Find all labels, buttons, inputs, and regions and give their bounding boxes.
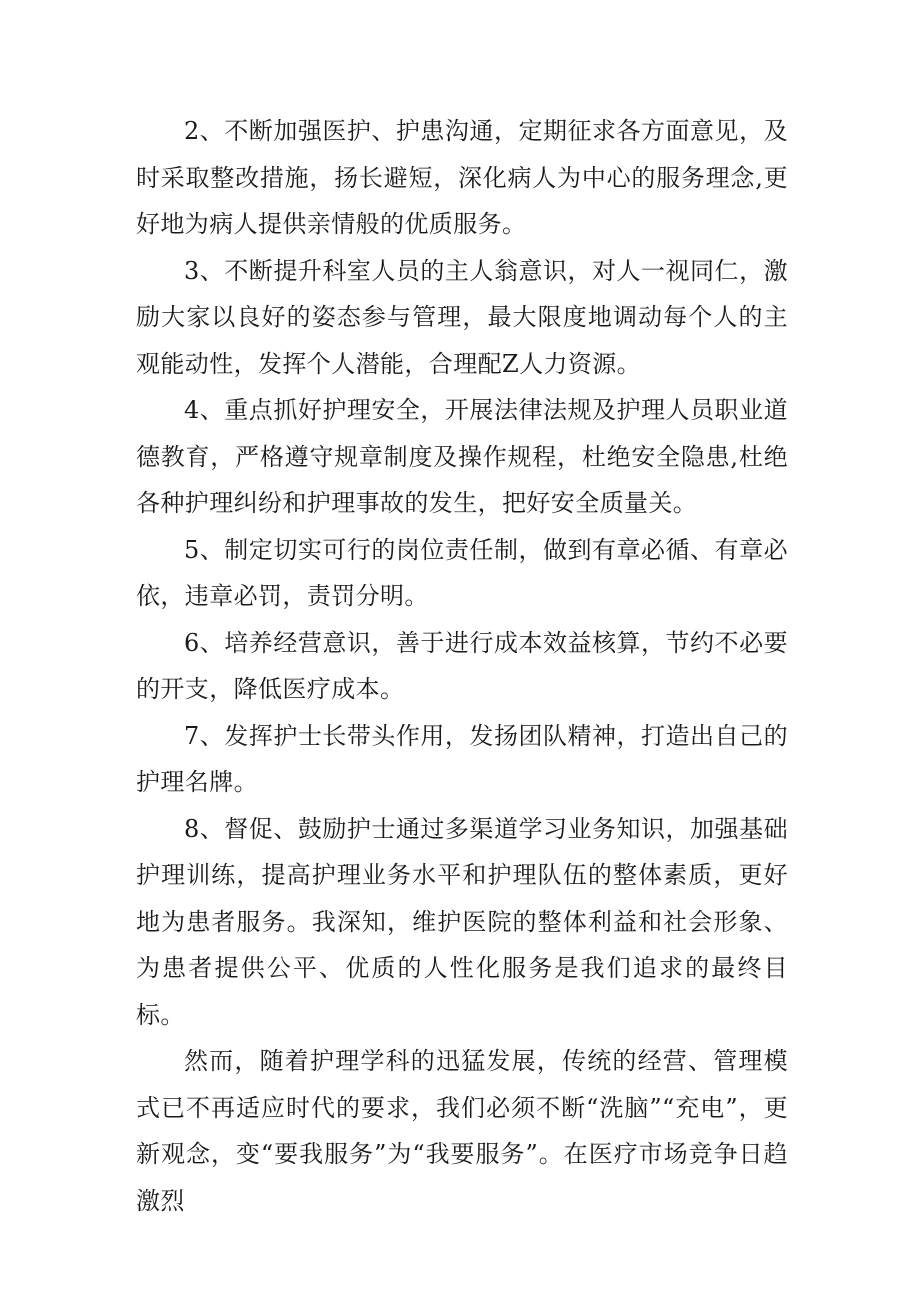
paragraph-item-4: 4、重点抓好护理安全，开展法律法规及护理人员职业道德教育，严格遵守规章制度及操作规程，杜绝安全隐患,杜绝各种护理纠纷和护理事故的发生，把好安全质量关。: [136, 396, 788, 517]
paragraph-item-8: 8、督促、鼓励护士通过多渠道学习业务知识，加强基础护理训练，提高护理业务水平和护理队伍的整体素质，更好地为患者服务。我深知，维护医院的整体利益和社会形象、为患者提供公平、优质的人性化服务是我们追求的最终目标。: [136, 814, 788, 1029]
document-body: [136, 108, 788, 1224]
paragraph-item-7: 7、发挥护士长带头作用，发扬团队精神，打造出自己的护理名牌。: [136, 721, 788, 796]
paragraph-conclusion: 然而，随着护理学科的迅猛发展，传统的经营、管理模式已不再适应时代的要求，我们必须不断“洗脑”“充电”，更新观念，变“要我服务”为“我要服务”。在医疗市场竞争日趋激烈: [136, 1047, 788, 1215]
paragraph-item-3: 3、不断提升科室人员的主人翁意识，对人一视同仁，激励大家以良好的姿态参与管理，最大限度地调动每个人的主观能动性，发挥个人潜能，合理配Z人力资源。: [136, 256, 788, 378]
paragraph-item-2: 2、不断加强医护、护患沟通，定期征求各方面意见，及时采取整改措施，扬长避短，深化病人为中心的服务理念,更好地为病人提供亲情般的优质服务。: [136, 117, 788, 238]
paragraph-item-6: 6、培养经营意识，善于进行成本效益核算，节约不必要的开支，降低医疗成本。: [136, 628, 788, 703]
paragraph-item-5: 5、制定切实可行的岗位责任制，做到有章必循、有章必依，违章必罚，责罚分明。: [136, 535, 788, 610]
